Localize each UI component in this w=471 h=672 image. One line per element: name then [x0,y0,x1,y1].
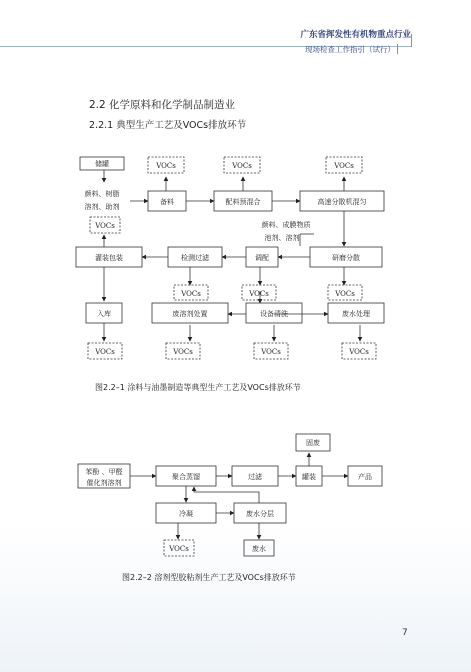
subsection-title: 2.2.1 典型生产工艺及VOCs排放环节 [89,120,247,131]
node-filter: 过滤 [248,473,262,481]
node-separate: 废水分层 [246,510,274,518]
header-title: 广东省挥发性有机物重点行业 [300,30,411,40]
node-filling: 灌装包装 [95,254,123,262]
node-inspect: 检测过滤 [181,254,209,262]
node-warehouse: 入库 [97,310,111,318]
header-subtitle: 现场检查工作指引（试行） [305,45,395,54]
node-solvent: 废溶剂处置 [172,310,208,318]
voc-label: VOCs [95,222,115,230]
voc-label: VOCs [156,162,176,170]
voc-label: VOCs [335,290,355,298]
node-can: 罐装 [302,473,316,481]
raw-line1: 苯酚 、甲醛 [85,468,123,476]
node-water: 废水 [252,545,266,553]
node-premix: 配料预混合 [225,198,261,206]
raw-line2: 催化剂溶剂 [86,479,122,487]
voc-label: VOCs [349,348,369,356]
node-condense: 冷凝 [179,510,193,518]
figure-caption-1: 图2.2–1 涂料与油墨制造等典型生产工艺及VOCs排放环节 [95,383,301,392]
voc-label: VOCs [181,290,201,298]
diagram1-labels [85,159,371,356]
voc-label: VOCs [169,545,189,553]
side-input-line2: 池剂、溶剂 [264,234,300,242]
node-grind: 研磨分散 [332,254,360,262]
raw-material-line1: 颜料、树脂 [84,190,120,198]
voc-label: VOCs [173,348,193,356]
voc-label: VOCs [95,348,115,356]
raw-material-line2: 溶剂、助剂 [84,203,120,211]
node-wastewater: 废水处理 [342,310,370,318]
node-poly: 聚合蒸馏 [172,473,200,481]
voc-label: VOCs [261,348,281,356]
node-prep: 备料 [160,198,174,206]
diagram2 [78,434,382,556]
node-storage: 储罐 [95,160,109,168]
node-disperse: 高速分散机混匀 [317,198,367,206]
voc-label: VOCs [334,162,354,170]
side-input-line1: 颜料、成膜物质 [261,221,311,229]
node-product: 产品 [358,473,372,481]
node-solid-waste: 固废 [306,439,320,447]
diagram2-labels [85,438,372,553]
page-number: 7 [402,628,408,638]
figure-caption-2: 图2.2–2 溶剂型胶粘剂生产工艺及VOCs排放环节 [122,573,296,582]
node-blend: 调配 [255,254,269,262]
node-clean: 设备清洗 [260,310,288,318]
section-title: 2.2 化学原料和化学制品制造业 [89,99,236,111]
voc-label: VOCs [249,290,269,298]
voc-label: VOCs [232,162,252,170]
arrow [194,487,259,503]
